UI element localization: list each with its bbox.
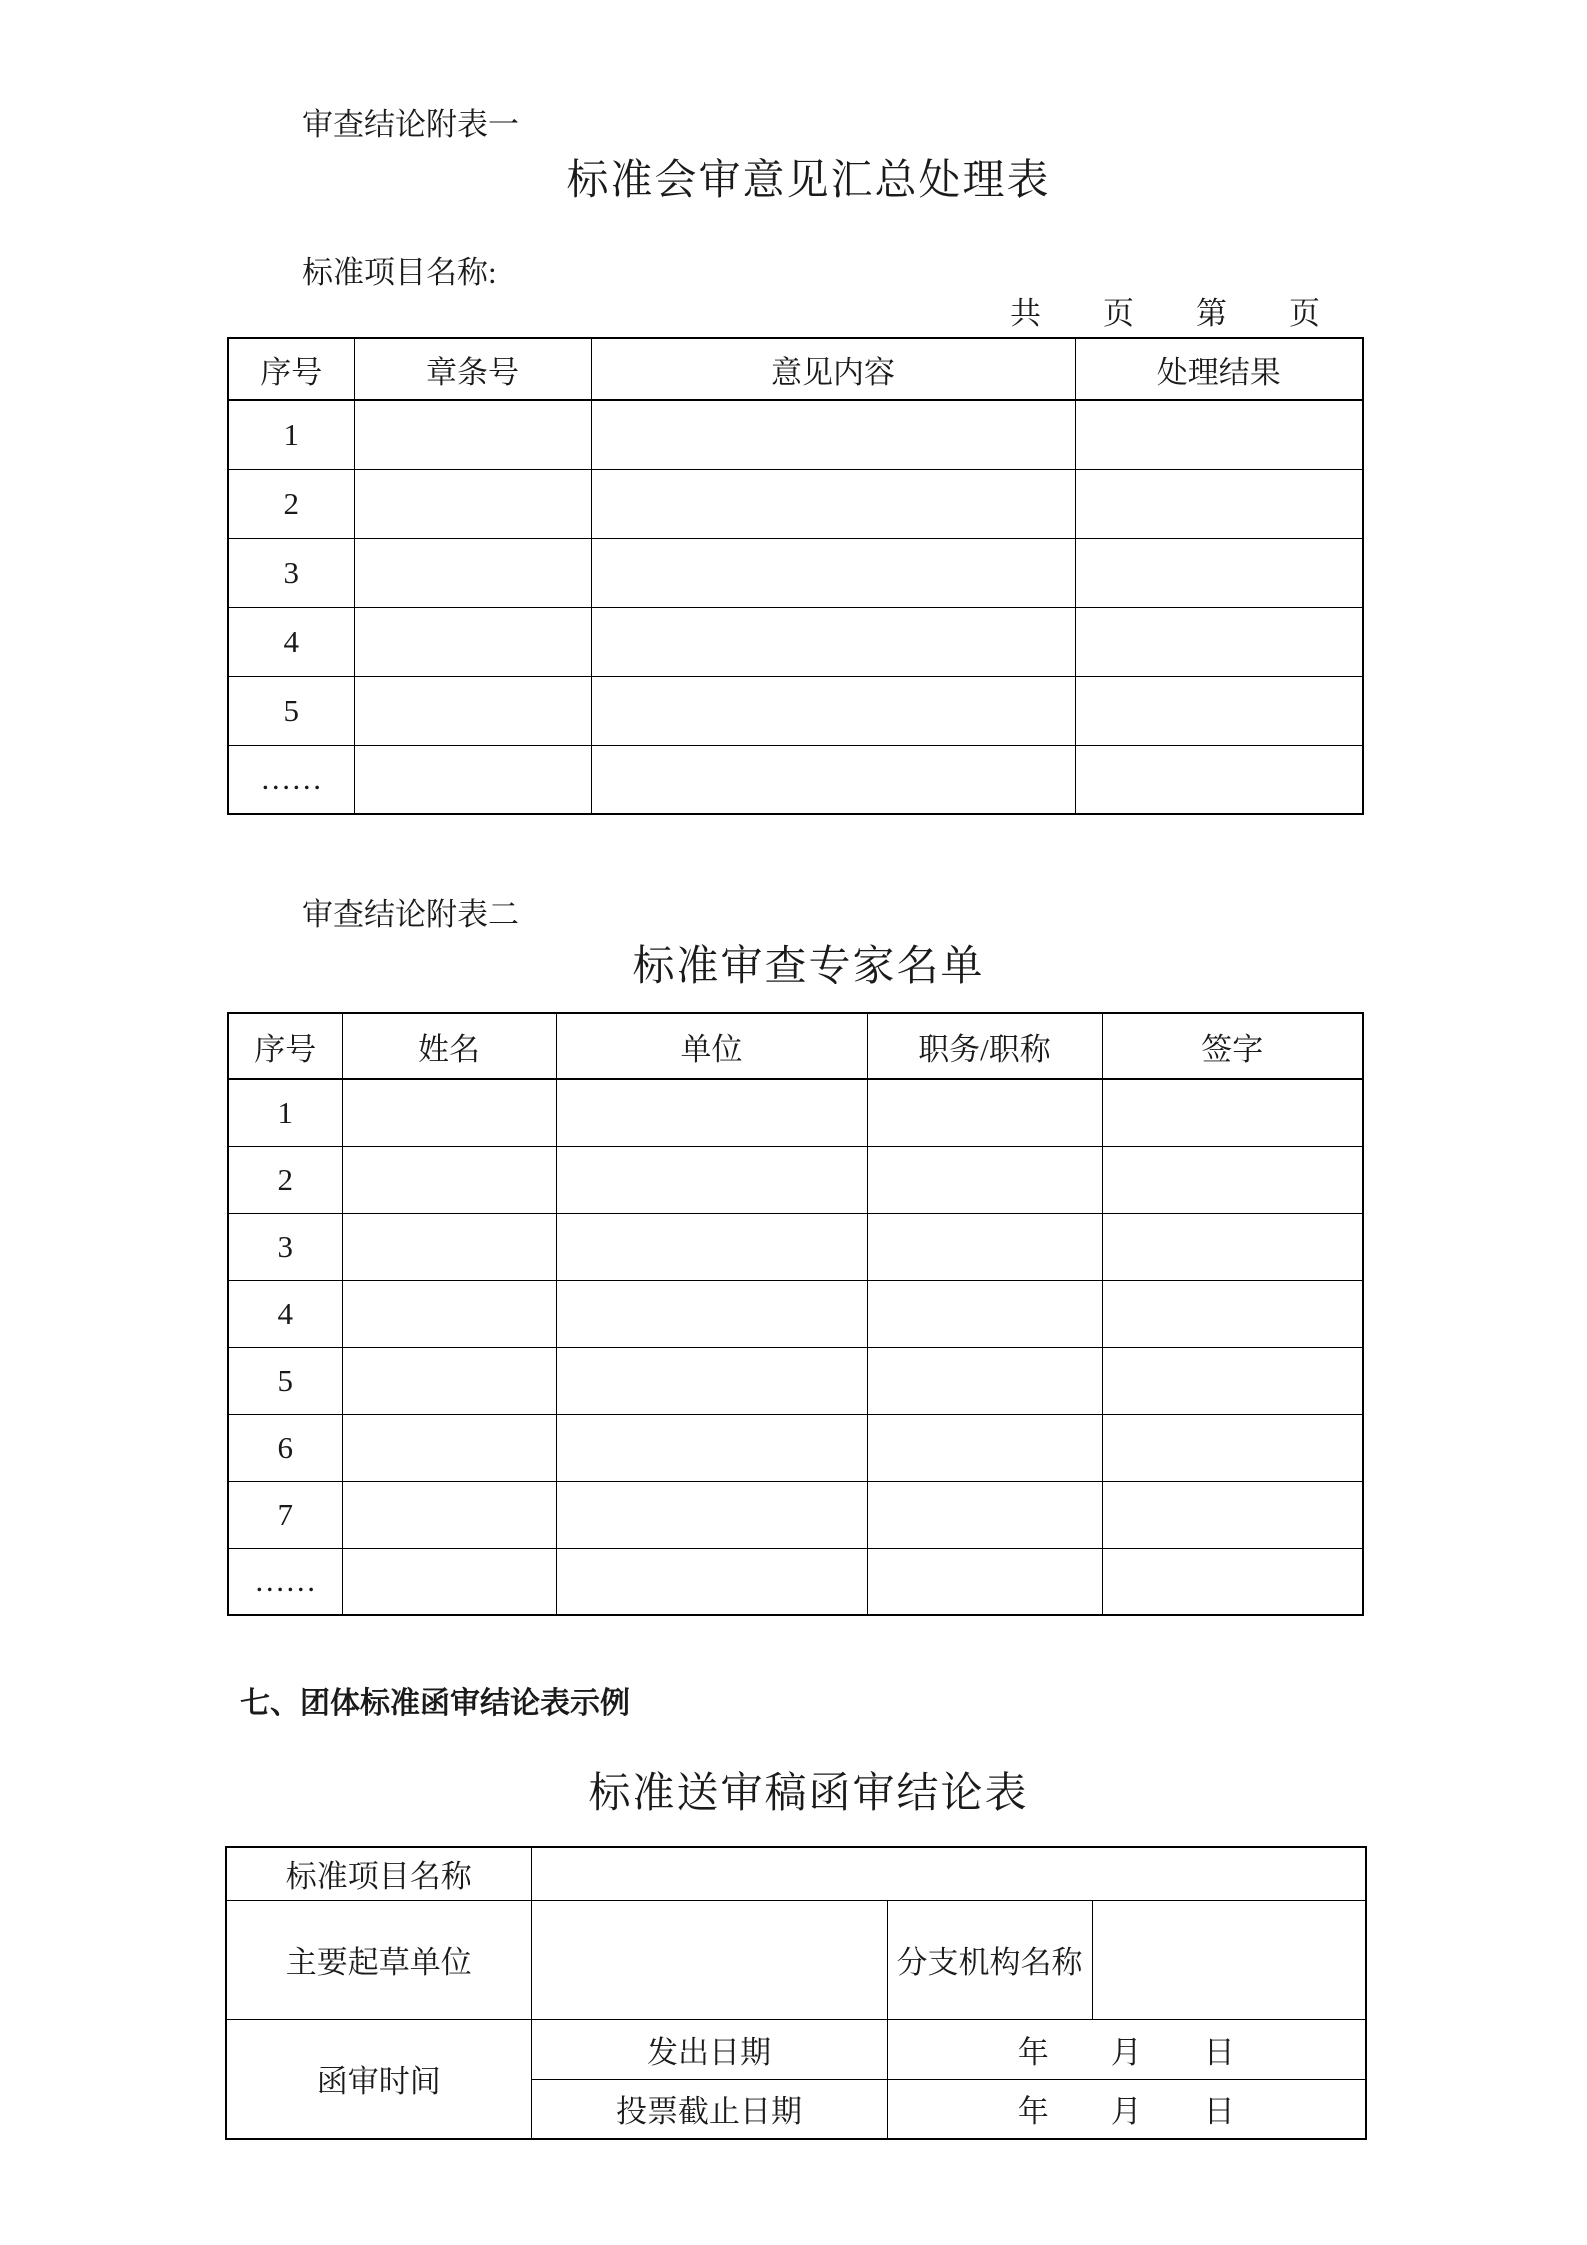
blank-cell [1102,1481,1363,1548]
blank-cell [354,469,591,538]
project-name-row [226,1847,1366,1900]
blank-cell [342,1146,556,1213]
blank-cell [354,400,591,469]
review-time-cell: 函审时间 [226,2019,531,2139]
blank-cell [591,676,1075,745]
blank-cell [1075,676,1363,745]
seq-header: 序号 [228,338,354,400]
experts-list-title: 标准审查专家名单 [632,942,985,989]
letter-review-conclusion-title: 标准送审稿函审结论表 [588,1769,1029,1816]
blank-cell [342,1079,556,1146]
seq-header: 序号 [228,1013,342,1079]
row-number-cell: 7 [228,1481,342,1548]
blank-cell [1075,400,1363,469]
blank-cell [867,1414,1102,1481]
blank-cell [342,1414,556,1481]
table-row [228,538,1363,607]
row-number-cell: 5 [228,676,354,745]
blank-cell [556,1414,867,1481]
blank-cell [342,1280,556,1347]
organization-header: 单位 [556,1013,867,1079]
blank-cell [1102,1146,1363,1213]
blank-cell [867,1079,1102,1146]
section7-heading: 七、团体标准函审结论表示例 [240,1687,630,1720]
blank-cell [556,1280,867,1347]
row-number-cell: 1 [228,1079,342,1146]
table-row-ellipsis [228,745,1363,814]
comment-header: 意见内容 [591,338,1075,400]
table-row [228,676,1363,745]
blank-cell [867,1347,1102,1414]
table-row-ellipsis [228,1548,1363,1615]
drafting-unit-row [226,1900,1366,2019]
row-number-cell: …… [228,745,354,814]
blank-cell [591,538,1075,607]
blank-cell [1075,745,1363,814]
table-row [228,1347,1363,1414]
blank-cell [354,607,591,676]
row-number-cell: 2 [228,1146,342,1213]
blank-cell [591,400,1075,469]
blank-cell [1075,607,1363,676]
blank-cell [867,1548,1102,1615]
row-number-cell: 6 [228,1414,342,1481]
blank-cell [556,1347,867,1414]
row-number-cell: 5 [228,1347,342,1414]
blank-cell [1102,1414,1363,1481]
table-row [228,469,1363,538]
project-name-label: 标准项目名称: [302,255,497,290]
result-header: 处理结果 [1075,338,1363,400]
blank-cell [556,1146,867,1213]
blank-cell [591,607,1075,676]
blank-cell [342,1548,556,1615]
blank-cell [531,1847,1366,1900]
blank-cell [1102,1347,1363,1414]
blank-cell [354,538,591,607]
issue-date-cell: 发出日期 [531,2019,887,2079]
meeting-review-table-title: 标准会审意见汇总处理表 [566,156,1051,203]
signature-header: 签字 [1102,1013,1363,1079]
blank-cell [1102,1280,1363,1347]
row-number-cell: …… [228,1548,342,1615]
annex1-label: 审查结论附表一 [302,107,519,142]
position-title-header: 职务/职称 [867,1013,1102,1079]
table-row [228,1481,1363,1548]
blank-cell [342,1347,556,1414]
table-header-row [228,338,1363,400]
annex2-label: 审查结论附表二 [302,897,519,932]
blank-cell [556,1079,867,1146]
blank-cell [591,469,1075,538]
row-number-cell: 4 [228,607,354,676]
letter-review-conclusion-table [225,1846,1367,2140]
review-experts-table [227,1012,1364,1616]
blank-cell [867,1481,1102,1548]
row-number-cell: 3 [228,1213,342,1280]
page-counter: 共 页 第 页 [1010,296,1320,331]
project-name-cell: 标准项目名称 [226,1847,531,1900]
clause-header: 章条号 [354,338,591,400]
blank-cell [867,1213,1102,1280]
blank-cell [1092,1900,1366,2019]
blank-cell [1075,469,1363,538]
blank-cell [867,1280,1102,1347]
blank-cell [867,1146,1102,1213]
name-header: 姓名 [342,1013,556,1079]
blank-cell [1102,1548,1363,1615]
row-number-cell: 3 [228,538,354,607]
row-number-cell: 1 [228,400,354,469]
blank-cell [354,745,591,814]
drafting-unit-cell: 主要起草单位 [226,1900,531,2019]
blank-cell [591,745,1075,814]
blank-cell [354,676,591,745]
vote-deadline-cell: 投票截止日期 [531,2079,887,2139]
date-blank-cell: 年 月 日 [887,2019,1366,2079]
issue-date-row [226,2019,1366,2079]
blank-cell [342,1481,556,1548]
blank-cell [556,1548,867,1615]
blank-cell [556,1481,867,1548]
table-row [228,1079,1363,1146]
table-row [228,1414,1363,1481]
table-header-row [228,1013,1363,1079]
review-comments-table [227,337,1364,815]
row-number-cell: 2 [228,469,354,538]
table-row [228,400,1363,469]
row-number-cell: 4 [228,1280,342,1347]
blank-cell [1075,538,1363,607]
blank-cell [1102,1079,1363,1146]
blank-cell [1102,1213,1363,1280]
blank-cell [342,1213,556,1280]
table-row [228,607,1363,676]
table-row [228,1146,1363,1213]
date-blank-cell: 年 月 日 [887,2079,1366,2139]
blank-cell [556,1213,867,1280]
table-row [228,1213,1363,1280]
table-row [228,1280,1363,1347]
branch-name-cell: 分支机构名称 [887,1900,1092,2019]
blank-cell [531,1900,887,2019]
